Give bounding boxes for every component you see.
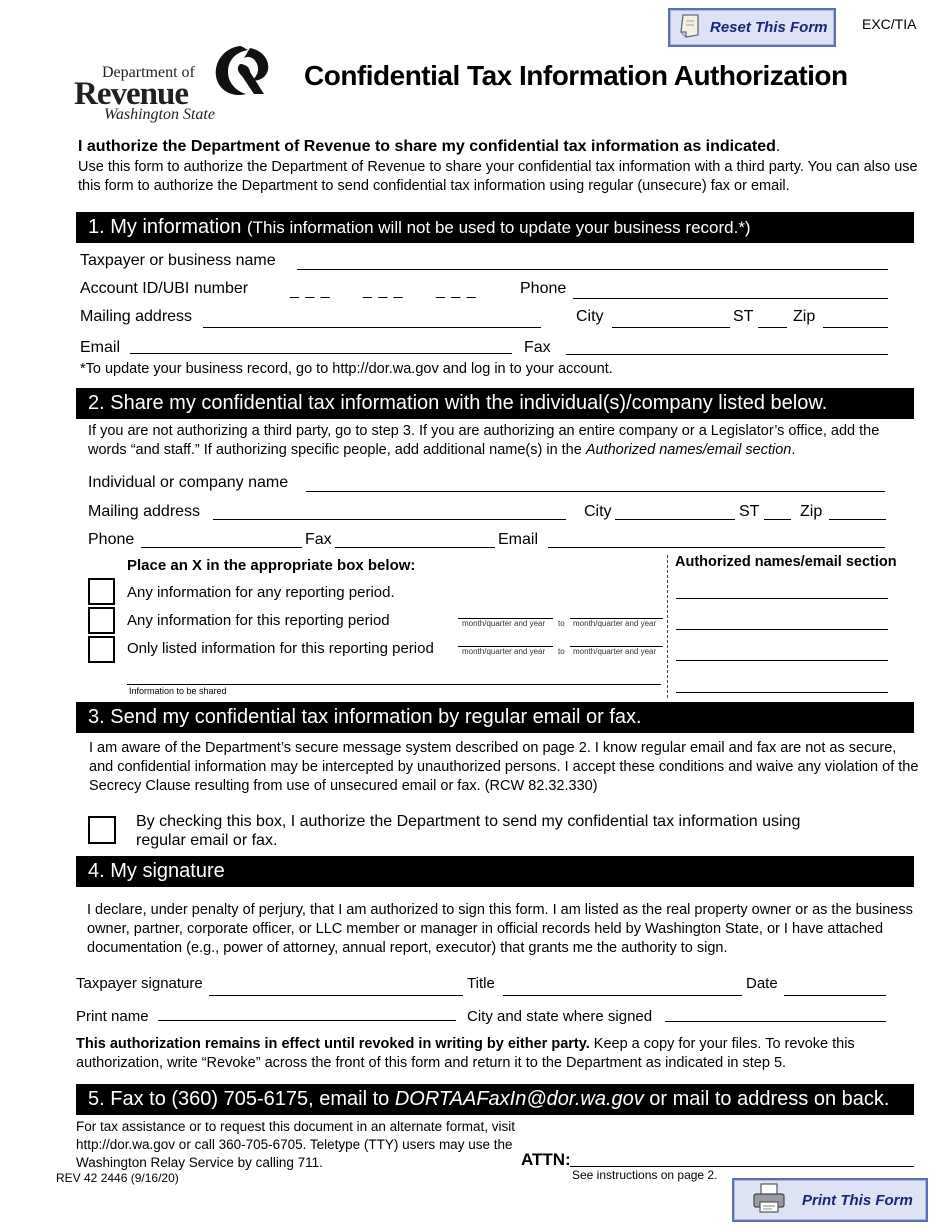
attn-field[interactable] xyxy=(570,1166,914,1167)
listed-info-this-period-checkbox[interactable] xyxy=(88,636,115,663)
title-label: Title xyxy=(467,975,495,992)
option1-label: Any information for any reporting period. xyxy=(127,584,395,601)
title-field[interactable] xyxy=(503,995,742,996)
any-info-this-period-checkbox[interactable] xyxy=(88,607,115,634)
authorized-name-3[interactable] xyxy=(676,660,888,661)
mailing-address-field[interactable] xyxy=(203,327,541,328)
authorized-name-2[interactable] xyxy=(676,629,888,630)
city-field[interactable] xyxy=(612,327,730,328)
mailing-address-label: Mailing address xyxy=(80,308,193,325)
see-instructions: See instructions on page 2. xyxy=(572,1168,718,1182)
period3-to-hint: month/quarter and year xyxy=(573,647,657,656)
section1-title: 1. My information xyxy=(88,216,242,238)
section3-text: I am aware of the Department’s secure message system described on page 2. I know regular email and fax are not as secure, and confidential information may be intercepted by unauthorized persons. I accept these conditions and waive any violation of the Secrecy Clause resulting from use of unsecured email or fax. (RCW 82.32.330) xyxy=(89,740,919,794)
logo-department-of: Department of xyxy=(102,64,195,81)
reset-form-button[interactable] xyxy=(668,8,836,47)
account-id-label: Account ID/UBI number xyxy=(80,280,249,297)
form-code: EXC/TIA xyxy=(862,16,917,32)
section2-header: 2. Share my confidential tax information with the individual(s)/company listed below. xyxy=(76,388,914,419)
intro-statement xyxy=(78,138,780,156)
individual-name-field[interactable] xyxy=(306,491,885,492)
taxpayer-name-field[interactable] xyxy=(297,269,888,270)
email-field[interactable] xyxy=(130,353,512,354)
phone-field[interactable] xyxy=(573,298,888,299)
section4-header: 4. My signature xyxy=(76,856,914,887)
reset-icon xyxy=(678,13,702,43)
individual-phone-label: Phone xyxy=(88,531,135,548)
fax-label: Fax xyxy=(524,339,551,356)
city-state-signed-label: City and state where signed xyxy=(467,1008,653,1025)
any-info-any-period-checkbox[interactable] xyxy=(88,578,115,605)
section3-header: 3. Send my confidential tax information by regular email or fax. xyxy=(76,702,914,733)
city-label: City xyxy=(576,308,604,325)
intro-bold: I authorize the Department of Revenue to share my confidential tax information as indicated xyxy=(78,138,776,155)
intro-period: . xyxy=(775,138,781,155)
period2-to: to xyxy=(558,619,565,628)
period2-to-hint: month/quarter and year xyxy=(573,619,657,628)
section4-text: I declare, under penalty of perjury, that I am authorized to sign this form. I am listed as the real property owner or as the business owner, partner, corporate officer, or LLC member or manager in official records held by Washington State, or I have attached documentation (e.g., power of attorney, annual report, executor) that grants me the authority to sign. xyxy=(87,902,913,956)
revoke-text: This authorization remains in effect until revoked in writing by either party. Keep a copy for your files. To revoke this authorization, write “Revoke” across the front of this form and return it to the Department as indicated in step 5. xyxy=(76,1036,855,1071)
city-state-signed-field[interactable] xyxy=(665,1021,886,1022)
date-field[interactable] xyxy=(784,995,886,996)
info-shared-caption: Information to be shared xyxy=(129,686,227,696)
logo-washington-state: Washington State xyxy=(104,106,215,123)
taxpayer-name-label: Taxpayer or business name xyxy=(80,252,276,269)
form-revision: REV 42 2446 (9/16/20) xyxy=(56,1171,179,1185)
st-field[interactable] xyxy=(758,327,787,328)
individual-name-label: Individual or company name xyxy=(88,474,289,491)
dor-emblem-icon xyxy=(210,42,272,100)
period3-from-hint: month/quarter and year xyxy=(462,647,546,656)
zip-field[interactable] xyxy=(823,327,888,328)
option2-label: Any information for this reporting period xyxy=(127,612,390,629)
section2-intro: If you are not authorizing a third party, go to step 3. If you are authorizing an entire company or a Legislator’s office, add the words “and staff.” If authorizing specific people, add additional name(s) in the Authorized names/email section. xyxy=(88,423,880,458)
print-name-field[interactable] xyxy=(158,1020,456,1021)
print-name-label: Print name xyxy=(76,1008,149,1025)
individual-mailing-label: Mailing address xyxy=(88,503,201,520)
option3-label: Only listed information for this reporting period xyxy=(127,640,434,657)
authorized-divider xyxy=(667,555,668,698)
section1-header xyxy=(76,212,914,243)
print-button-label: Print This Form xyxy=(802,1191,913,1209)
account-id-field[interactable]: _ _ _ _ _ _ _ _ _ xyxy=(290,282,477,299)
authorize-email-fax-checkbox[interactable] xyxy=(88,816,116,844)
info-shared-field[interactable] xyxy=(127,684,661,685)
individual-email-field[interactable] xyxy=(548,547,885,548)
assistance-text: For tax assistance or to request this document in an alternate format, visit http://dor.wa.gov or call 360-705-6705. Teletype (TTY) users may use the Washington Relay Service by calling 711. xyxy=(76,1119,515,1170)
page-title: Confidential Tax Information Authorization xyxy=(304,60,848,91)
dor-logo xyxy=(74,42,274,126)
taxpayer-signature-field[interactable] xyxy=(209,995,463,996)
intro-text: Use this form to authorize the Department of Revenue to share your confidential tax information with a third party. You can also use this form to authorize the Department to send confidential tax information using regular (unsecure) fax or email. xyxy=(78,159,918,194)
individual-email-label: Email xyxy=(498,531,539,548)
authorized-heading: Authorized names/email section xyxy=(675,554,897,570)
individual-phone-field[interactable] xyxy=(141,547,302,548)
st-label: ST xyxy=(733,308,754,325)
authorized-name-1[interactable] xyxy=(676,598,888,599)
individual-mailing-field[interactable] xyxy=(213,519,566,520)
authorize-email-fax-label: By checking this box, I authorize the Department to send my confidential tax information using regular email or fax. xyxy=(136,813,801,849)
date-label: Date xyxy=(746,975,778,992)
section5-header: 5. Fax to (360) 705-6175, email to DORTAAFaxIn@dor.wa.gov or mail to address on back. xyxy=(76,1084,914,1115)
revoke-bold: This authorization remains in effect until revoked in writing by either party. xyxy=(76,1036,590,1052)
zip-label: Zip xyxy=(793,308,816,325)
email-label: Email xyxy=(80,339,121,356)
print-form-button[interactable] xyxy=(732,1178,928,1222)
individual-zip-field[interactable] xyxy=(829,519,886,520)
individual-fax-label: Fax xyxy=(305,531,332,548)
individual-fax-field[interactable] xyxy=(335,547,495,548)
checkbox-instruction: Place an X in the appropriate box below: xyxy=(127,557,416,574)
attn-label: ATTN: xyxy=(521,1150,571,1169)
reset-button-label: Reset This Form xyxy=(710,19,828,36)
section1-subtitle: (This information will not be used to update your business record.*) xyxy=(246,218,751,237)
printer-icon xyxy=(752,1182,786,1218)
section1-footnote: *To update your business record, go to http://dor.wa.gov and log in to your account. xyxy=(80,361,613,377)
taxpayer-signature-label: Taxpayer signature xyxy=(76,975,203,992)
individual-city-label: City xyxy=(584,503,612,520)
logo-revenue: Revenue xyxy=(74,76,188,112)
individual-zip-label: Zip xyxy=(800,503,823,520)
individual-city-field[interactable] xyxy=(615,519,735,520)
authorized-name-4[interactable] xyxy=(676,692,888,693)
period3-to: to xyxy=(558,647,565,656)
individual-st-label: ST xyxy=(739,503,760,520)
submission-email: DORTAAFaxIn@dor.wa.gov xyxy=(394,1088,644,1110)
period2-from-hint: month/quarter and year xyxy=(462,619,546,628)
fax-field[interactable] xyxy=(566,354,888,355)
phone-label: Phone xyxy=(520,280,567,297)
individual-st-field[interactable] xyxy=(764,519,791,520)
